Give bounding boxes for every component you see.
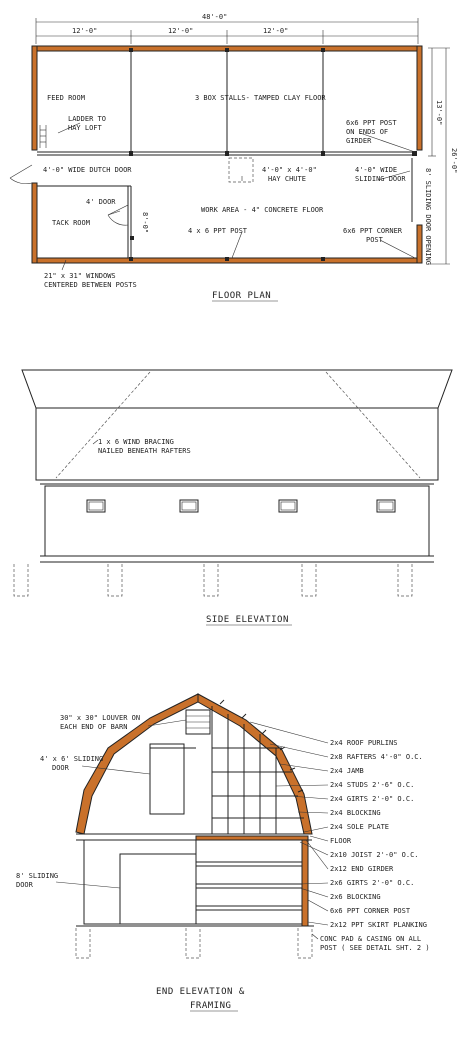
callout-studs: 2x4 STUDS 2'-6" O.C. xyxy=(330,781,415,789)
end-elevation-title-2: FRAMING xyxy=(190,1001,232,1011)
corner-post xyxy=(302,840,308,926)
label-hay-chute-2: HAY CHUTE xyxy=(268,175,306,183)
label-work-area: WORK AREA - 4" CONCRETE FLOOR xyxy=(201,206,324,214)
tack-door-swing xyxy=(108,205,128,225)
label-corner-post-2: POST xyxy=(366,236,383,244)
callout-floor: FLOOR xyxy=(330,837,352,845)
roof-upper-slope xyxy=(22,370,452,408)
label-corner-post-1: 6x6 PPT CORNER xyxy=(343,227,403,235)
dim-tack-depth: 8'-0" xyxy=(141,212,149,234)
side-piers xyxy=(14,564,412,596)
label-sliding-1: 4'-0" WIDE xyxy=(355,166,398,174)
label-feed-room: FEED ROOM xyxy=(47,94,85,102)
label-conc-1: CONC PAD & CASING ON ALL xyxy=(320,935,422,943)
louver-icon xyxy=(186,710,210,734)
lower-framing xyxy=(196,840,308,924)
label-post-6x6-1: 6x6 PPT POST xyxy=(346,119,397,127)
dim-depth-1: 13'-0" xyxy=(435,100,443,126)
work-area-post xyxy=(130,236,134,240)
callout-jamb: 2x4 JAMB xyxy=(330,767,364,775)
lower-sliding-door xyxy=(120,854,196,924)
floor-plan xyxy=(10,13,458,301)
label-post-6x6-3: GIRDER xyxy=(346,137,372,145)
callout-sole-plate: 2x4 SOLE PLATE xyxy=(330,823,390,831)
label-bracing-2: NAILED BENEATH RAFTERS xyxy=(98,447,191,455)
label-sliding-2: SLIDING DOOR xyxy=(355,175,406,183)
label-hay-chute-1: 4'-0" x 4'-0" xyxy=(262,166,317,174)
dim-depth-2: 26'-0" xyxy=(450,148,458,174)
label-slide-door-1: 8' SLIDING xyxy=(16,872,59,880)
label-4-door: 4' DOOR xyxy=(86,198,116,206)
side-elevation-title: SIDE ELEVATION xyxy=(206,615,289,625)
ladder-icon xyxy=(40,125,46,148)
hay-chute-outline xyxy=(229,158,253,182)
wind-bracing xyxy=(56,372,420,478)
loft-sliding-door xyxy=(150,744,184,814)
callout-blocking-2x4: 2x4 BLOCKING xyxy=(330,809,381,817)
side-elevation xyxy=(14,370,452,625)
callout-girts-2x4: 2x4 GIRTS 2'-0" O.C. xyxy=(330,795,415,803)
dim-overall: 48'-0" xyxy=(202,13,228,21)
end-elevation-title-1: END ELEVATION & xyxy=(156,987,245,997)
callout-end-girder: 2x12 END GIRDER xyxy=(330,865,394,873)
label-tack-room: TACK ROOM xyxy=(52,219,90,227)
leader-lines xyxy=(58,123,415,270)
label-post-4x6: 4 x 6 PPT POST xyxy=(188,227,248,235)
dutch-door-swing xyxy=(10,165,32,184)
label-loft-door-2: DOOR xyxy=(52,764,69,772)
dim-bay-2: 12'-0" xyxy=(168,27,194,35)
dim-bay-3: 12'-0" xyxy=(263,27,289,35)
end-piers xyxy=(76,928,312,958)
end-wall-left xyxy=(84,840,196,924)
label-slide-door-2: DOOR xyxy=(16,881,33,889)
label-ladder-2: HAY LOFT xyxy=(68,124,102,132)
callout-blocking-2x6: 2x6 BLOCKING xyxy=(330,893,381,901)
dim-door-opening: 8' SLIDING DOOR OPENING xyxy=(424,168,432,265)
floor-plan-title: FLOOR PLAN xyxy=(212,291,272,301)
label-dutch-door: 4'-0" WIDE DUTCH DOOR xyxy=(43,166,132,174)
label-louver-1: 30" x 30" LOUVER ON xyxy=(60,714,141,722)
label-ladder-1: LADDER TO xyxy=(68,115,106,123)
callout-corner-post: 6x6 PPT CORNER POST xyxy=(330,907,411,915)
callout-skirt-planking: 2x12 PPT SKIRT PLANKING xyxy=(330,921,427,929)
end-elevation xyxy=(16,694,430,1011)
label-box-stalls: 3 BOX STALLS- TAMPED CLAY FLOOR xyxy=(195,94,326,102)
label-windows-2: CENTERED BETWEEN POSTS xyxy=(44,281,137,289)
label-conc-2: POST ( SEE DETAIL SHT. 2 ) xyxy=(320,944,430,952)
label-loft-door-1: 4' x 6' SLIDING xyxy=(40,755,104,763)
side-windows xyxy=(87,500,395,512)
label-louver-2: EACH END OF BARN xyxy=(60,723,128,731)
label-bracing-1: 1 x 6 WIND BRACING xyxy=(98,438,174,446)
dim-bay-1: 12'-0" xyxy=(72,27,98,35)
callout-roof-purlins: 2x4 ROOF PURLINS xyxy=(330,739,398,747)
callout-rafters: 2x8 RAFTERS 4'-0" O.C. xyxy=(330,753,423,761)
roof-lower-slope xyxy=(36,408,438,480)
end-girder xyxy=(196,836,308,840)
label-windows-1: 21" x 31" WINDOWS xyxy=(44,272,116,280)
roof-rafter-right xyxy=(198,694,312,834)
side-wall xyxy=(45,486,429,556)
label-post-6x6-2: ON ENDS OF xyxy=(346,128,389,136)
callout-joist: 2x10 JOIST 2'-0" O.C. xyxy=(330,851,419,859)
callout-girts-2x6: 2x6 GIRTS 2'-0" O.C. xyxy=(330,879,415,887)
